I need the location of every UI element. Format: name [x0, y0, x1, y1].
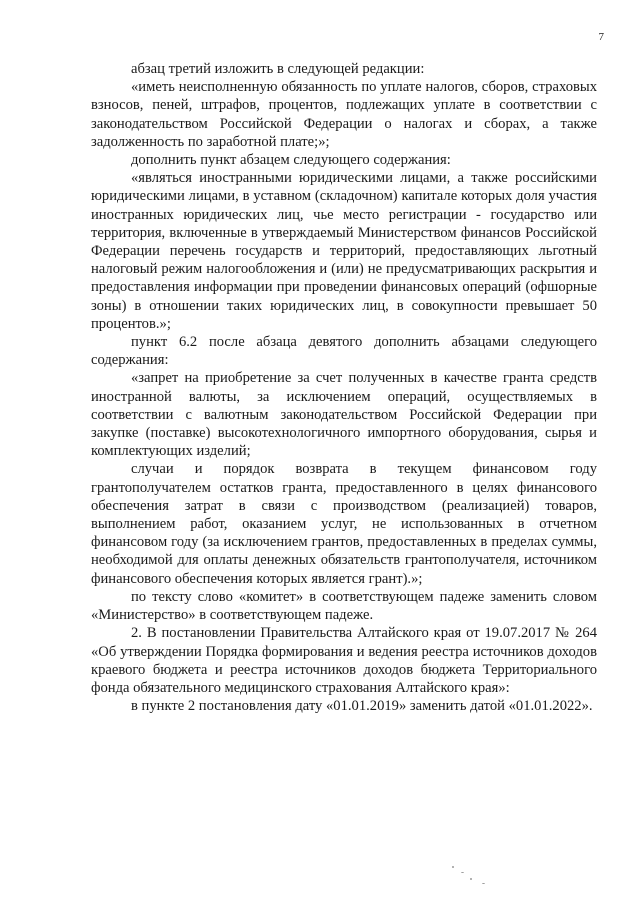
- paragraph: дополнить пункт абзацем следующего содержания:: [131, 152, 451, 169]
- scan-speck: [461, 872, 464, 873]
- page-number: 7: [598, 31, 604, 43]
- paragraph: пункт 6.2 после абзаца девятого дополнить абзацами следующего содержания:: [91, 334, 597, 369]
- paragraph: случаи и порядок возврата в текущем финансовом году грантополучателем остатков гранта, предоставленного в целях финансового обеспечения затрат в связи с производством (реализацией) товаров, выполнением работ, оказанием услуг, не использованных в отчетном финансовом году (за исключением грантов, предоставленных в пределах суммы, необходимой для оплаты денежных обязательств грантополучателя, источником финансового обеспечения которых является грант).»;: [91, 461, 597, 587]
- paragraph: в пункте 2 постановления дату «01.01.2019» заменить датой «01.01.2022».: [131, 698, 593, 715]
- paragraph: «являться иностранными юридическими лицами, а также российскими юридическими лицами, в уставном (складочном) капитале которых доля участия иностранных юридических лиц, чье место регистрации - государство или территория, включенные в утверждаемый Министерством финансов Российской Федерации перечень государств и территорий, предоставляющих льготный налоговый режим налогообложения и (или) не предусматривающих раскрытия и предоставления информации при проведении финансовых операций (офшорные зоны) в отношении таких юридических лиц, в совокупности превышает 50 процентов.»;: [91, 170, 597, 332]
- paragraph: по тексту слово «комитет» в соответствующем падеже заменить словом «Министерство» в соответствующем падеже.: [91, 588, 597, 624]
- paragraph: «иметь неисполненную обязанность по уплате налогов, сборов, страховых взносов, пеней, штрафов, процентов, подлежащих уплате в соответствии с законодательством Российской Федерации о налогах и сборах, а также задолженность по заработной плате;»;: [91, 79, 597, 150]
- body-text: [91, 60, 597, 715]
- paragraph: абзац третий изложить в следующей редакции:: [131, 61, 425, 77]
- paragraph: 2. В постановлении Правительства Алтайского края от 19.07.2017 № 264 «Об утверждении Порядка формирования и ведения реестра источников доходов краевого бюджета и реестра источников доходов бюджета Территориального фонда обязательного медицинского страхования Алтайского края»:: [91, 625, 597, 696]
- scan-speck: [470, 878, 472, 880]
- paragraph: «запрет на приобретение за счет полученных в качестве гранта средств иностранной валюты, за исключением операций, осуществляемых в соответствии с валютным законодательством Российской Федерации при закупке (поставке) высокотехнологичного импортного оборудования, сырья и комплектующих изделий;: [91, 370, 597, 460]
- scan-speck: [482, 883, 485, 884]
- scan-speck: [452, 866, 454, 868]
